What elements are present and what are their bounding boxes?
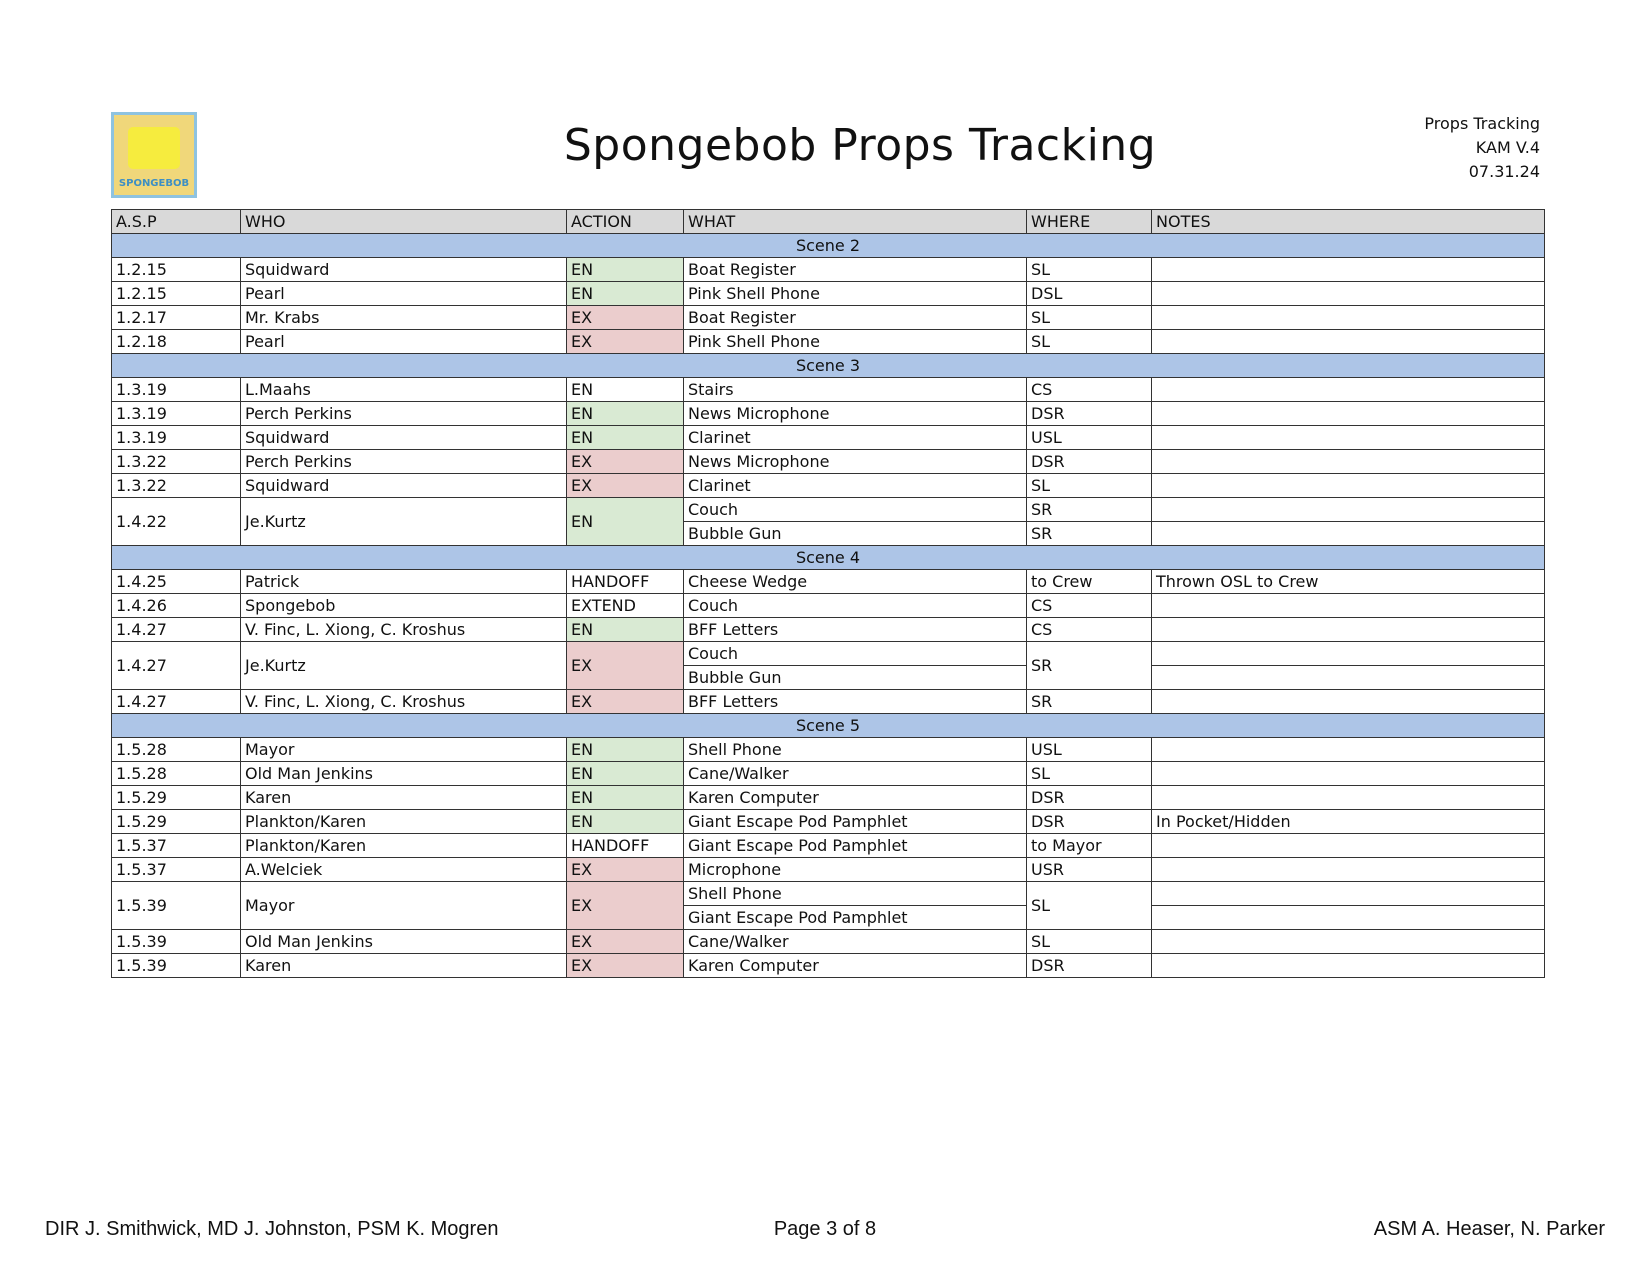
asp-cell: 1.3.22 — [112, 474, 241, 498]
where-cell: USL — [1027, 738, 1152, 762]
asp-cell: 1.3.19 — [112, 402, 241, 426]
who-cell: A.Welciek — [241, 858, 567, 882]
table-row — [112, 858, 1545, 882]
notes-cell — [1152, 474, 1545, 498]
action-cell: EN — [567, 426, 684, 450]
table-row — [112, 282, 1545, 306]
action-cell: EX — [567, 642, 684, 690]
action-cell: EX — [567, 474, 684, 498]
asp-cell: 1.2.18 — [112, 330, 241, 354]
logo-text: SPONGEBOB — [118, 178, 190, 189]
action-cell: EXTEND — [567, 594, 684, 618]
table-row — [112, 954, 1545, 978]
who-cell: Pearl — [241, 330, 567, 354]
what-cell: Giant Escape Pod Pamphlet — [684, 834, 1027, 858]
table-row — [112, 330, 1545, 354]
notes-cell — [1152, 258, 1545, 282]
action-cell: EX — [567, 450, 684, 474]
action-cell: EN — [567, 402, 684, 426]
table-row — [112, 738, 1545, 762]
what-cell: BFF Letters — [684, 618, 1027, 642]
notes-cell — [1152, 786, 1545, 810]
what-cell: Microphone — [684, 858, 1027, 882]
meta-version: KAM V.4 — [1475, 138, 1540, 157]
what-cell: Cheese Wedge — [684, 570, 1027, 594]
who-cell: Je.Kurtz — [241, 498, 567, 546]
where-cell: CS — [1027, 618, 1152, 642]
col-header-where: WHERE — [1027, 210, 1152, 234]
who-cell: Mayor — [241, 738, 567, 762]
who-cell: Perch Perkins — [241, 450, 567, 474]
who-cell: Plankton/Karen — [241, 810, 567, 834]
table-row — [112, 378, 1545, 402]
notes-cell — [1152, 882, 1545, 906]
what-cell: Pink Shell Phone — [684, 330, 1027, 354]
table-row — [112, 834, 1545, 858]
what-cell: Giant Escape Pod Pamphlet — [684, 906, 1027, 930]
where-cell: SL — [1027, 930, 1152, 954]
col-header-action: ACTION — [567, 210, 684, 234]
where-cell: USL — [1027, 426, 1152, 450]
asp-cell: 1.2.17 — [112, 306, 241, 330]
notes-cell: Thrown OSL to Crew — [1152, 570, 1545, 594]
notes-cell — [1152, 282, 1545, 306]
notes-cell — [1152, 642, 1545, 666]
who-cell: Spongebob — [241, 594, 567, 618]
meta-doc-name: Props Tracking — [1424, 114, 1540, 133]
what-cell: Shell Phone — [684, 738, 1027, 762]
what-cell: Bubble Gun — [684, 666, 1027, 690]
asp-cell: 1.5.28 — [112, 762, 241, 786]
what-cell: Clarinet — [684, 426, 1027, 450]
notes-cell — [1152, 594, 1545, 618]
notes-cell — [1152, 690, 1545, 714]
page-title: Spongebob Props Tracking — [563, 120, 1157, 171]
asp-cell: 1.4.25 — [112, 570, 241, 594]
what-cell: Cane/Walker — [684, 930, 1027, 954]
col-header-asp: A.S.P — [112, 210, 241, 234]
notes-cell — [1152, 762, 1545, 786]
what-cell: Boat Register — [684, 258, 1027, 282]
where-cell: CS — [1027, 594, 1152, 618]
what-cell: Clarinet — [684, 474, 1027, 498]
col-header-what: WHAT — [684, 210, 1027, 234]
what-cell: Shell Phone — [684, 882, 1027, 906]
where-cell: SR — [1027, 642, 1152, 690]
where-cell: DSR — [1027, 786, 1152, 810]
where-cell: SL — [1027, 258, 1152, 282]
who-cell: Pearl — [241, 282, 567, 306]
table-row — [112, 642, 1545, 666]
table-header-row — [112, 210, 1545, 234]
where-cell: SL — [1027, 306, 1152, 330]
who-cell: Old Man Jenkins — [241, 762, 567, 786]
who-cell: Karen — [241, 954, 567, 978]
notes-cell — [1152, 930, 1545, 954]
action-cell: EX — [567, 882, 684, 930]
asp-cell: 1.4.27 — [112, 690, 241, 714]
what-cell: Karen Computer — [684, 786, 1027, 810]
table-row — [112, 618, 1545, 642]
where-cell: SL — [1027, 474, 1152, 498]
notes-cell — [1152, 522, 1545, 546]
notes-cell — [1152, 618, 1545, 642]
what-cell: Giant Escape Pod Pamphlet — [684, 810, 1027, 834]
notes-cell — [1152, 402, 1545, 426]
notes-cell — [1152, 426, 1545, 450]
who-cell: V. Finc, L. Xiong, C. Kroshus — [241, 690, 567, 714]
where-cell: DSL — [1027, 282, 1152, 306]
what-cell: Stairs — [684, 378, 1027, 402]
table-row — [112, 930, 1545, 954]
table-row — [112, 570, 1545, 594]
who-cell: Patrick — [241, 570, 567, 594]
where-cell: SL — [1027, 330, 1152, 354]
asp-cell: 1.5.37 — [112, 858, 241, 882]
what-cell: Pink Shell Phone — [684, 282, 1027, 306]
what-cell: News Microphone — [684, 450, 1027, 474]
notes-cell — [1152, 498, 1545, 522]
asp-cell: 1.4.22 — [112, 498, 241, 546]
asp-cell: 1.5.29 — [112, 786, 241, 810]
scene-header-row — [112, 546, 1545, 570]
who-cell: Plankton/Karen — [241, 834, 567, 858]
asp-cell: 1.5.39 — [112, 954, 241, 978]
what-cell: Bubble Gun — [684, 522, 1027, 546]
action-cell: EX — [567, 858, 684, 882]
document-meta — [1424, 112, 1540, 184]
notes-cell — [1152, 330, 1545, 354]
asp-cell: 1.2.15 — [112, 282, 241, 306]
where-cell: DSR — [1027, 402, 1152, 426]
notes-cell: In Pocket/Hidden — [1152, 810, 1545, 834]
footer-credits-right: ASM A. Heaser, N. Parker — [1373, 1218, 1605, 1240]
where-cell: SR — [1027, 690, 1152, 714]
asp-cell: 1.3.22 — [112, 450, 241, 474]
who-cell: Squidward — [241, 426, 567, 450]
who-cell: Karen — [241, 786, 567, 810]
where-cell: SL — [1027, 762, 1152, 786]
col-header-who: WHO — [241, 210, 567, 234]
where-cell: DSR — [1027, 810, 1152, 834]
notes-cell — [1152, 738, 1545, 762]
asp-cell: 1.4.27 — [112, 642, 241, 690]
where-cell: SR — [1027, 522, 1152, 546]
table-row — [112, 762, 1545, 786]
who-cell: Squidward — [241, 258, 567, 282]
where-cell: SL — [1027, 882, 1152, 930]
action-cell: EN — [567, 258, 684, 282]
table-row — [112, 882, 1545, 906]
action-cell: EN — [567, 498, 684, 546]
table-row — [112, 258, 1545, 282]
asp-cell: 1.5.37 — [112, 834, 241, 858]
who-cell: Mayor — [241, 882, 567, 930]
asp-cell: 1.5.29 — [112, 810, 241, 834]
what-cell: Couch — [684, 594, 1027, 618]
table-row — [112, 594, 1545, 618]
asp-cell: 1.3.19 — [112, 378, 241, 402]
where-cell: to Mayor — [1027, 834, 1152, 858]
spongebob-logo-icon — [128, 127, 180, 169]
what-cell: News Microphone — [684, 402, 1027, 426]
table-row — [112, 690, 1545, 714]
scene-label: Scene 3 — [112, 354, 1545, 378]
what-cell: BFF Letters — [684, 690, 1027, 714]
what-cell: Cane/Walker — [684, 762, 1027, 786]
where-cell: DSR — [1027, 954, 1152, 978]
action-cell: HANDOFF — [567, 834, 684, 858]
table-row — [112, 474, 1545, 498]
action-cell: EX — [567, 306, 684, 330]
asp-cell: 1.4.27 — [112, 618, 241, 642]
action-cell: HANDOFF — [567, 570, 684, 594]
show-logo — [111, 112, 197, 198]
table-row — [112, 810, 1545, 834]
action-cell: EN — [567, 282, 684, 306]
who-cell: Squidward — [241, 474, 567, 498]
asp-cell: 1.5.28 — [112, 738, 241, 762]
what-cell: Couch — [684, 498, 1027, 522]
where-cell: DSR — [1027, 450, 1152, 474]
where-cell: SR — [1027, 498, 1152, 522]
action-cell: EN — [567, 378, 684, 402]
asp-cell: 1.5.39 — [112, 882, 241, 930]
scene-label: Scene 5 — [112, 714, 1545, 738]
who-cell: Je.Kurtz — [241, 642, 567, 690]
action-cell: EX — [567, 930, 684, 954]
notes-cell — [1152, 666, 1545, 690]
asp-cell: 1.3.19 — [112, 426, 241, 450]
action-cell: EN — [567, 786, 684, 810]
notes-cell — [1152, 834, 1545, 858]
notes-cell — [1152, 450, 1545, 474]
table-row — [112, 450, 1545, 474]
who-cell: Perch Perkins — [241, 402, 567, 426]
asp-cell: 1.2.15 — [112, 258, 241, 282]
asp-cell: 1.4.26 — [112, 594, 241, 618]
notes-cell — [1152, 906, 1545, 930]
notes-cell — [1152, 954, 1545, 978]
action-cell: EX — [567, 954, 684, 978]
who-cell: V. Finc, L. Xiong, C. Kroshus — [241, 618, 567, 642]
table-row — [112, 426, 1545, 450]
col-header-notes: NOTES — [1152, 210, 1545, 234]
meta-date: 07.31.24 — [1468, 162, 1540, 181]
action-cell: EN — [567, 618, 684, 642]
action-cell: EN — [567, 762, 684, 786]
scene-header-row — [112, 234, 1545, 258]
action-cell: EN — [567, 810, 684, 834]
action-cell: EX — [567, 690, 684, 714]
where-cell: CS — [1027, 378, 1152, 402]
who-cell: Old Man Jenkins — [241, 930, 567, 954]
scene-label: Scene 4 — [112, 546, 1545, 570]
asp-cell: 1.5.39 — [112, 930, 241, 954]
scene-header-row — [112, 354, 1545, 378]
notes-cell — [1152, 378, 1545, 402]
who-cell: L.Maahs — [241, 378, 567, 402]
action-cell: EX — [567, 330, 684, 354]
what-cell: Karen Computer — [684, 954, 1027, 978]
table-row — [112, 498, 1545, 522]
table-row — [112, 306, 1545, 330]
notes-cell — [1152, 306, 1545, 330]
where-cell: USR — [1027, 858, 1152, 882]
scene-label: Scene 2 — [112, 234, 1545, 258]
footer-page-number: Page 3 of 8 — [773, 1218, 877, 1240]
props-table-body — [112, 234, 1545, 978]
scene-header-row — [112, 714, 1545, 738]
what-cell: Boat Register — [684, 306, 1027, 330]
action-cell: EN — [567, 738, 684, 762]
footer-credits-left: DIR J. Smithwick, MD J. Johnston, PSM K. Mogren — [45, 1218, 499, 1240]
what-cell: Couch — [684, 642, 1027, 666]
where-cell: to Crew — [1027, 570, 1152, 594]
notes-cell — [1152, 858, 1545, 882]
table-row — [112, 402, 1545, 426]
table-row — [112, 786, 1545, 810]
props-table — [111, 209, 1545, 978]
who-cell: Mr. Krabs — [241, 306, 567, 330]
